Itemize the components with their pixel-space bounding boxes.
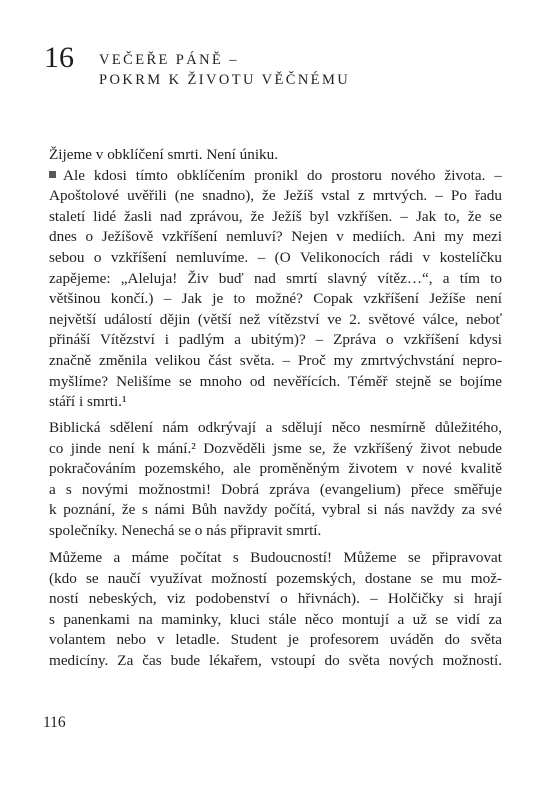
text-line: dnes o Ježíšově vzkříšení nemluví? Nejen v mediích. Ani my mezi — [49, 228, 502, 246]
text-line: značně změnila velikou část světa. – Proč my zmrtvýchvstání nepro- — [49, 351, 502, 369]
text-line: a s novými možnostmi! Dobrá zpráva (evangelium) přece směřuje — [49, 480, 502, 498]
text-line: zapějeme: „Aleluja! Živ buď nad smrtí slavný vítěz…“, a tím to — [49, 269, 502, 287]
text-line: většinou končí.) – Jak je to možné? Copak vzkříšení Ježíše není — [49, 290, 502, 308]
chapter-number: 16 — [44, 41, 74, 74]
page-number: 116 — [43, 714, 66, 731]
text-line: největší událostí dějin (větší než vítězství ve 2. světové válce, neboť — [49, 310, 502, 328]
chapter-title-line-1: VEČEŘE PÁNĚ – — [99, 52, 239, 68]
text-line: Biblická sdělení nám odkrývají a sdělují něco nesmírně důležitého, — [49, 419, 502, 436]
chapter-title-line-2: POKRM K ŽIVOTU VĚČNÉMU — [99, 72, 351, 88]
text-line: Můžeme a máme počítat s Budoucností! Můžeme se připravovat — [49, 549, 502, 566]
paragraph-1 — [49, 145, 502, 413]
chapter-title — [99, 50, 350, 90]
text-line: (kdo se naučí využívat možností pozemských, dostane se mu mož- — [49, 569, 502, 587]
text-line: co jinde není k mání.² Dozvěděli jsme se, že vzkříšený život nebude — [49, 439, 502, 457]
text-line: společníky. Nenechá se o nás připravit smrtí. — [49, 521, 322, 539]
text-line: medicíny. Za čas bude lékařem, vstoupí do světa nových možností. — [49, 651, 502, 669]
text-line: sebou o vzkříšení nemluvíme. – (O Velikonocích rádi v kostelíčku — [49, 248, 502, 266]
text-line: Ale kdosi tímto obklíčením pronikl do prostoru nového života. – — [63, 166, 502, 184]
text-line: s panenkami na maminky, kluci stále něco montují a už se vidí za — [49, 610, 502, 628]
text-line-with-bullet — [49, 166, 502, 187]
text-line: k poznání, že s námi Bůh navždy počítá, vybral si nás navždy za své — [49, 501, 502, 519]
text-line: pokračováním pozemského, ale proměněným životem v nové kvalitě — [49, 460, 502, 478]
text-line: volantem nebo v letadle. Student je profesorem uváděn do světa — [49, 631, 502, 649]
text-line: stáří i smrti.¹ — [49, 393, 127, 411]
text-line: myšlíme? Nelišíme se mnoho od nevěřících. Téměř stejně se bojíme — [49, 372, 502, 390]
text-line: Žijeme v obklíčení smrti. Není úniku. — [49, 146, 279, 163]
paragraph-3 — [49, 548, 502, 672]
text-line: Apoštolové uvěřili (ne snadno), že Ježíš vstal z mrtvých. – Po řadu — [49, 187, 502, 205]
text-line: přináší Vítězství i padlým a ubitým)? – Zpráva o vzkříšení kdysi — [49, 331, 502, 349]
paragraph-2 — [49, 418, 502, 542]
text-line: ností nebeských, viz podobenství o hřivnách). – Holčičky si hrají — [49, 590, 502, 608]
text-line: staletí lidé žasli nad zprávou, že Ježíš byl vzkříšen. – Jak to, že se — [49, 207, 502, 225]
bullet-square-icon — [49, 171, 56, 178]
